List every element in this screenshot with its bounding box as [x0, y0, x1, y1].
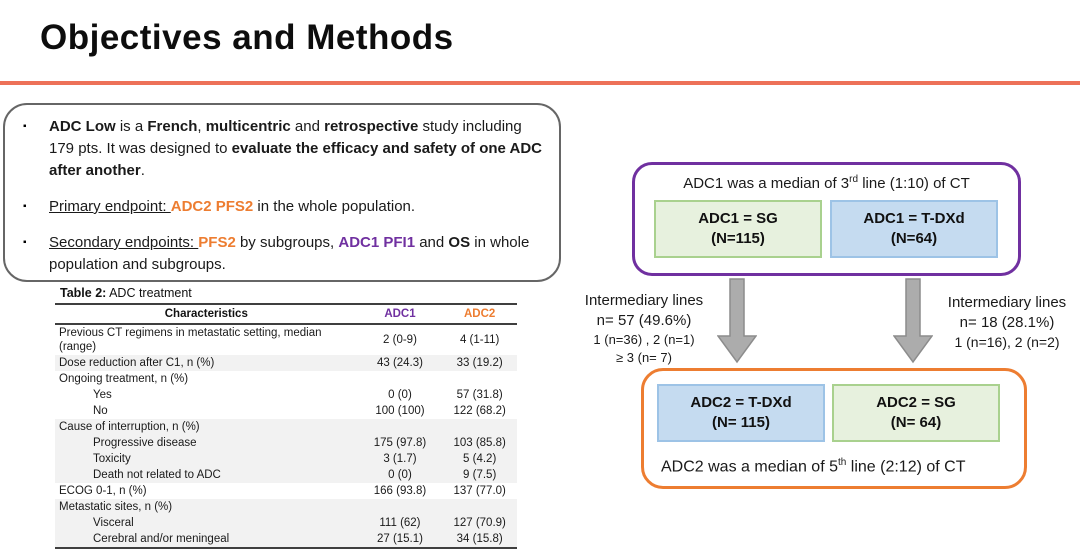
row-label: Toxicity: [93, 453, 131, 465]
text-segment: evaluate the efficacy and safety of one ADC after another: [49, 140, 542, 179]
adc2-value: 4 (1-11): [459, 334, 500, 346]
text-segment: study including 179 pts. It was designed to: [49, 118, 522, 157]
text-segment: and: [290, 118, 325, 135]
adc2-tdxd-count: (N= 115): [712, 414, 770, 431]
adc1-title-superscript: rd: [849, 174, 859, 185]
row-label: Cerebral and/or meningeal: [93, 533, 230, 545]
bullet-text: [49, 196, 545, 218]
adc1-sg-box: [654, 200, 822, 258]
text-segment: ADC Low: [49, 118, 116, 135]
adc1-sg-count: (N=115): [711, 230, 765, 247]
adc1-value: 0 (0): [388, 389, 412, 401]
adc2-value: [442, 419, 517, 435]
table-row: [55, 515, 517, 531]
left-label-line1: Intermediary lines: [584, 292, 704, 309]
row-label: No: [93, 405, 108, 417]
adc1-box-title: [635, 174, 1018, 192]
text-segment: Secondary endpoints:: [49, 234, 199, 251]
left-label-line3: 1 (n=36) , 2 (n=1): [593, 332, 695, 347]
objectives-box: [3, 103, 561, 282]
adc2-value: [442, 499, 517, 515]
adc2-tdxd-box: [657, 384, 825, 442]
table-row: [55, 371, 517, 387]
adc2-value: 33 (19.2): [456, 357, 503, 369]
adc2-sg-count: (N= 64): [890, 414, 942, 431]
text-segment: French: [147, 118, 198, 135]
bullet-item: [19, 232, 545, 276]
adc2-title-text: ADC2 was a median of 5: [661, 458, 838, 476]
adc1-value: 27 (15.1): [376, 533, 423, 545]
adc1-value: 166 (93.8): [373, 485, 427, 497]
bullet-item: [19, 196, 545, 218]
text-segment: ADC2 PFS2: [170, 198, 254, 215]
adc2-title-text-end: line (2:12) of CT: [846, 458, 966, 476]
table-row: [55, 435, 517, 451]
adc2-value: 137 (77.0): [453, 485, 506, 497]
adc1-value: 0 (0): [388, 469, 412, 481]
text-segment: Primary endpoint:: [49, 198, 171, 215]
bullet-square-icon: ▪: [23, 237, 27, 248]
adc2-value: 122 (68.2): [453, 405, 506, 417]
table-row: [55, 355, 517, 371]
adc1-value: 175 (97.8): [373, 437, 427, 449]
adc1-title-text-end: line (1:10) of CT: [858, 175, 970, 192]
adc1-value: 3 (1.7): [383, 453, 417, 465]
table-row: [55, 467, 517, 483]
text-segment: by subgroups,: [235, 234, 339, 251]
down-arrow-left-icon: [717, 278, 757, 364]
table-row: [55, 499, 517, 515]
table-caption-text: ADC treatment: [106, 286, 192, 300]
row-label: Previous CT regimens in metastatic setting, median (range): [59, 327, 322, 353]
text-segment: ,: [197, 118, 206, 135]
left-label-line4: ≥ 3 (n= 7): [616, 350, 672, 365]
table-row: [55, 324, 517, 355]
bullet-square-icon: ▪: [23, 121, 27, 132]
bullet-text: [49, 232, 545, 276]
row-label: Cause of interruption, n (%): [59, 421, 200, 433]
adc1-value: 43 (24.3): [376, 357, 423, 369]
table-header-row: [55, 304, 517, 324]
bullet-list: [19, 116, 545, 276]
right-label-line2: n= 18 (28.1%): [959, 314, 1055, 331]
text-segment: multicentric: [205, 118, 291, 135]
adc2-value: 57 (31.8): [456, 389, 503, 401]
right-label-line1: Intermediary lines: [947, 294, 1067, 311]
adc-treatment-table: [55, 286, 517, 549]
row-label: Visceral: [93, 517, 134, 529]
adc2-sg-label: ADC2 = SG: [876, 394, 956, 411]
table-caption: [55, 286, 517, 300]
table-row: [55, 403, 517, 419]
adc1-value: [358, 499, 443, 515]
row-label: Death not related to ADC: [93, 469, 221, 481]
text-segment: in the whole population.: [253, 198, 416, 215]
adc2-tdxd-label: ADC2 = T-DXd: [690, 394, 792, 411]
adc1-tdxd-box: [830, 200, 998, 258]
table-row: [55, 483, 517, 499]
table-caption-number: Table 2:: [60, 286, 107, 300]
adc1-tdxd-label: ADC1 = T-DXd: [863, 210, 965, 227]
adc1-value: [358, 419, 443, 435]
table-row: [55, 531, 517, 548]
text-segment: in whole population and subgroups.: [49, 234, 530, 273]
adc2-value: [442, 371, 517, 387]
text-segment: ADC1 PFI1: [338, 234, 416, 251]
characteristics-table: [55, 303, 517, 549]
adc1-tdxd-count: (N=64): [890, 230, 938, 247]
adc1-value: 111 (62): [379, 517, 421, 529]
row-label: Ongoing treatment, n (%): [59, 373, 189, 385]
intermediary-lines-right-label: [933, 293, 1080, 351]
bullet-text: [49, 116, 545, 182]
bullet-square-icon: ▪: [23, 201, 27, 212]
text-segment: retrospective: [324, 118, 419, 135]
table-row: [55, 451, 517, 467]
text-segment: PFS2: [198, 234, 236, 251]
table-row: [55, 387, 517, 403]
header-adc1: ADC1: [384, 308, 416, 320]
adc2-value: 103 (85.8): [453, 437, 506, 449]
adc1-value: 100 (100): [375, 405, 425, 417]
adc2-title-superscript: th: [837, 457, 847, 468]
table-row: [55, 419, 517, 435]
header-characteristics: Characteristics: [164, 308, 248, 320]
adc2-group-box: [641, 368, 1027, 489]
row-label: Yes: [93, 389, 112, 401]
adc1-sg-label: ADC1 = SG: [698, 210, 778, 227]
row-label: ECOG 0-1, n (%): [59, 485, 147, 497]
row-label: Progressive disease: [93, 437, 197, 449]
bullet-item: [19, 116, 545, 182]
down-arrow-right-icon: [893, 278, 933, 364]
adc1-value: [358, 371, 443, 387]
adc2-box-title: [661, 457, 965, 476]
row-label: Metastatic sites, n (%): [59, 501, 173, 513]
text-segment: is a: [115, 118, 148, 135]
row-label: Dose reduction after C1, n (%): [59, 357, 215, 369]
text-segment: .: [140, 162, 145, 179]
text-segment: OS: [448, 234, 471, 251]
page-title: Objectives and Methods: [40, 18, 454, 57]
adc1-value: 2 (0-9): [383, 334, 417, 346]
adc2-value: 9 (7.5): [463, 469, 497, 481]
adc1-title-text: ADC1 was a median of 3: [683, 175, 850, 192]
adc2-value: 5 (4.2): [463, 453, 497, 465]
adc2-value: 34 (15.8): [456, 533, 503, 545]
header-adc2: ADC2: [464, 308, 496, 320]
text-segment: and: [415, 234, 449, 251]
adc2-sg-box: [832, 384, 1000, 442]
right-label-line3: 1 (n=16), 2 (n=2): [954, 334, 1060, 350]
intermediary-lines-left-label: [570, 291, 718, 367]
title-underline: [0, 81, 1080, 85]
adc2-value: 127 (70.9): [453, 517, 506, 529]
left-label-line2: n= 57 (49.6%): [596, 312, 692, 329]
adc1-group-box: [632, 162, 1021, 276]
